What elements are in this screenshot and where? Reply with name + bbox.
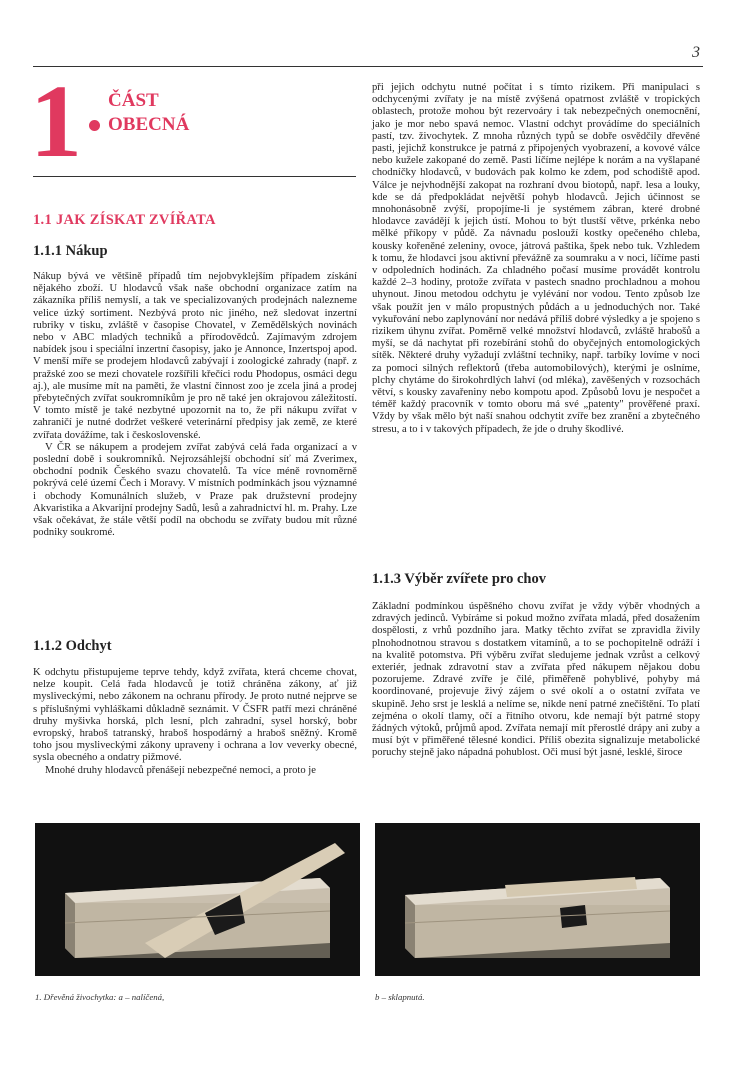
- top-rule: [33, 66, 703, 67]
- chapter-title: [108, 89, 189, 137]
- section-title: 1.1 JAK ZÍSKAT ZVÍŘATA: [33, 212, 216, 228]
- paragraph: V ČR se nákupem a prodejem zvířat zabývá celá řada organizací a v poslední době i soukromníků. Nejrozsáhlejší obchodní síť má Zverimex, obchodní podnik Českého svazu chovatelů. Ta více méně rovnoměrně pokrývá celé území Čech i Moravy. V místních podmínkách jsou významné i obchody Komunálních služeb, v Praze pak družstevní prodejny Akvaristika a Akvarijní prodejny Sadů, lesů a zahradnictví hl. m. Prahy. Lze však očekávat, že stále větší podíl na obchodu se zvířaty budou mít různé podniky soukromé.: [33, 441, 357, 539]
- chapter-title-line2: OBECNÁ: [108, 114, 190, 135]
- chapter-dot: [89, 120, 100, 131]
- photo-trap-set: [35, 823, 360, 976]
- chapter-number: 1: [30, 64, 82, 179]
- paragraph: K odchytu přistupujeme teprve tehdy, když zvířata, která chceme chovat, nelze koupit. Celá řada hlodavců je totiž chráněna zákony, ať již mysliveckými, nebo zákonem na ochranu přírody. Je proto nutné nejprve se s příslušnými vyhláškami důkladně seznámit. V ČSFR patří mezi chráněné druhy myšivka horská, plch lesní, plch zahradní, sysel horský, bobr evropský, hraboš tatranský, hraboš hospodárný a hraboš sněžný. Kromě toho jsou mysliveckými zákony upraveny i ochrana a lov veverky obecné, sysla obecného a ondatry pižmové.: [33, 667, 357, 764]
- odchyt-text: [33, 667, 357, 777]
- photo-trap-closed: [375, 823, 700, 976]
- subsection-title-odchyt: 1.1.2 Odchyt: [33, 638, 112, 654]
- paragraph: Nákup bývá ve většině případů tím nejobvyklejším případem získání nějakého zboží. U hlodavců však naše obchodní organizace zatím na zákazníka příliš nemyslí, a tak ve specializovaných prodejnách nalezneme velice úzký sortiment. Nezbývá proto nic jiného, než sledovat inzertní rubriky v tisku, zvláště v časopise Chovatel, v Zemědělských novinách nebo v ABC mladých techniků a přírodovědců. Zajímavým zdrojem nabídek jsou i speciální inzertní časopisy, jako je Annonce, Inzertspoj apod. V menší míře se prodejem hlodavců zabývají i zoologické zahrady (např. z pražské zoo se mezi chovatele rozšířili křečíci rodu Phodopus, osmáci degu aj.), ale musíme mít na paměti, že vlastní činnost zoo je zcela jiná a prodej přebytečných zvířat soukromníkům je pro ně také jen okrajovou záležitostí. V tomto místě je také nezbytné upozornit na to, že při nákupu zvířat v zahraničí je nutné dodržet veškeré veterinární předpisy jak země, ze které zvířata dovážíme, tak i československé.: [33, 271, 357, 441]
- paragraph: Mnohé druhy hlodavců přenášejí nebezpečné nemoci, a proto je: [45, 764, 316, 776]
- subsection-title-vyber: 1.1.3 Výběr zvířete pro chov: [372, 571, 546, 587]
- vyber-text: [372, 601, 700, 760]
- nakup-text: [33, 271, 357, 539]
- paragraph: Základní podmínkou úspěšného chovu zvířat je vždy výběr vhodných a zdravých jedinců. Vybíráme si pokud možno zvířata mladá, před dosažením dospělosti, z vrhů pozdního jara. Matky těchto zvířat se zpravidla živily plnohodnotnou stravou s dostatkem vitamínů, a to se pochopitelně odráží i na kvalitě potomstva. Při výběru zvířat sledujeme jednak vzrůst a celkový exteriér, jednak zdravotní stav a zvířata před nákupem nějakou dobu pozorujeme. Zdravé zvíře je čilé, přiměřeně pohyblivé, pohyby má koordinované, projevuje živý zájem o své okolí a o ostatní zvířata ve skupině. Jeho srst je lesklá a nelíme se, nikde není patrné znečištění. To platí zejména o okolí tlamy, očí a řitního otvoru, kde nemají být patrné stopy žádných výtoků, průjmů apod. Zvířata nemají mít přerostlé drápy ani zuby a musí být v přiměřené tělesné kondici. Příliš obezita signalizuje metabolické poruchy stejně jako nápadná pohublost. Oči musí být jasné, lesklé, široce: [372, 601, 700, 759]
- section-rule: [33, 176, 356, 177]
- chapter-title-line1: ČÁST: [108, 90, 159, 111]
- page-number: 3: [692, 44, 700, 61]
- odchyt-continuation: [372, 82, 700, 436]
- paragraph: při jejich odchytu nutné počítat i s tímto rizikem. Při manipulaci s odchycenými zvířaty je na místě zvýšená opatrnost zvláště v tropických oblastech, protože mohou být rezervoáry i tak nebezpečných onemocnění, jako je mor nebo spavá nemoc. Vlastní odchyt provádíme do speciálních pastí, tzv. živochytek. Z mnoha různých typů se dobře osvědčily dřevěné pasti, jejichž konstrukce je patrná z připojených vyobrazení, a kovové válce nebo kužele zakopané do země. Pasti líčíme nejlépe k norám a na vyšlapané chodníčky hlodavců, v budovách pak kolmo ke zdem, pod schodiště apod. Válce je nejvhodnější zakopat na rozhraní dvou biotopů, např. lesa a louky, kde se dá předpokládat největší pohyb hlodavců. Jejich účinnost se mnohonásobně zvýší, propojíme-li je systémem zábran, které drobné hlodavce zavádějí k jejich ústí. Mohou to být tlustší větve, prkénka nebo mělké příkopy v půdě. Za návnadu poslouží kostky opečeného chleba, kousky kořeněné zeleniny, ovoce, játrová paštika, špek nebo tuk. Vzhledem k tomu, že hlodavci jsou aktivní převážně za soumraku a v noci, líčíme pasti v odpoledních hodinách. Za chladného počasí musíme provádět kontrolu každé 2–3 hodiny, protože zvířata v pastech snadno prochladnou a mohou uhynout. Jinou metodou odchytu je vylévání nor vodou. Tento způsob lze však použít jen v málo propustných půdách a u jednoduchých nor. Také vykuřování nebo zaplynování nor nedává příliš dobré výsledky a je spojeno s rizikem úhynu zvířat. Poměrně velké množství hlodavců, zvláště hrabošů a myší, se dá nachytat při rozebírání stohů do obyčejných entomologických sítěk. Některé druhy vyžadují zvláštní techniky, např. tarbíky lovíme v noci za pomoci silných reflektorů (třeba automobilových), kterými je oslníme, plchy chytáme do širokohrdlých lahví (od mléka), zavěšených v rozsochách větví, s kousky zavařeniny nebo kompotu apod. Způsobů lovu je nespočet a téměř každý pracovník v tomto oboru má své „patenty" prověřené praxí. Vždy by však mělo být naší snahou odchytit zvíře bez zranění a zbytečného stresu, a to i v takových případech, že jde o druhy škodlivé.: [372, 82, 700, 435]
- figure-caption-a: 1. Dřevěná živochytka: a – nalíčená,: [35, 992, 165, 1002]
- figure-caption-b: b – sklapnutá.: [375, 992, 425, 1002]
- subsection-title-nakup: 1.1.1 Nákup: [33, 243, 108, 259]
